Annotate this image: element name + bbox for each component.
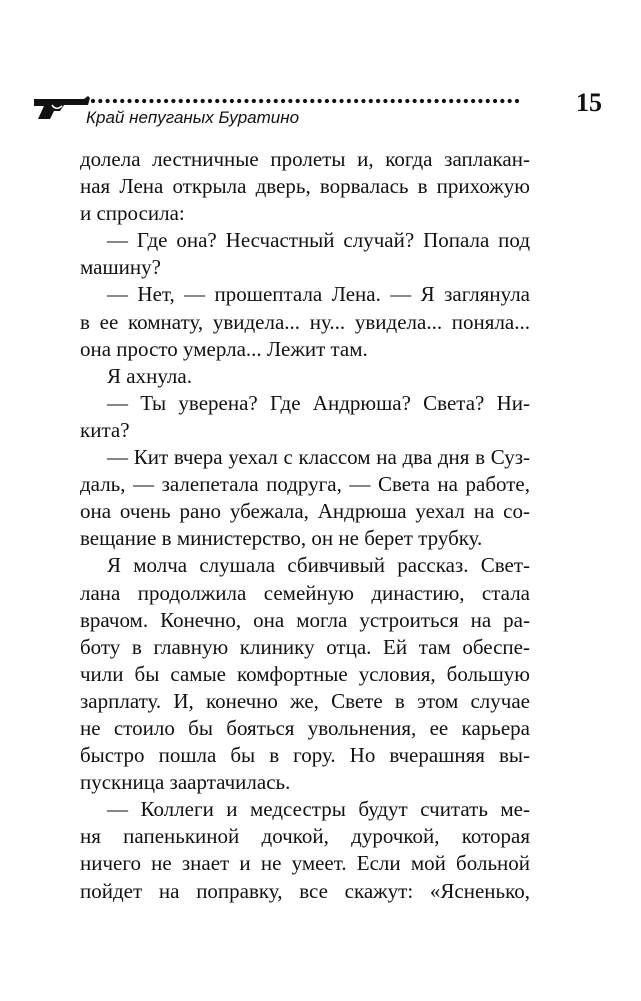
text-line: она просто умерла... Лежит там.	[80, 336, 368, 361]
text-line: боту в главную клинику отца. Ей там обеспе-	[80, 634, 530, 659]
text-line: Я ахнула.	[107, 363, 192, 388]
text-line: кита?	[80, 417, 130, 442]
text-line: она очень рано убежала, Андрюша уехал на со-	[80, 499, 530, 524]
page-number: 15	[576, 88, 602, 117]
text-line: не стоило бы бояться увольнения, ее карьера	[80, 715, 530, 740]
text-line: даль, — залепетала подруга, — Света на работе,	[80, 472, 530, 497]
text-line: — Где она? Несчастный случай? Попала под	[107, 228, 530, 253]
text-line: ня папенькиной дочкой, дурочкой, которая	[80, 824, 530, 849]
text-line: ная Лена открыла дверь, ворвалась в прихожую	[80, 174, 530, 199]
text-line: врачом. Конечно, она могла устроиться на ра-	[80, 607, 530, 632]
text-line: пускница заартачилась.	[80, 770, 291, 795]
text-line: Я молча слушала сбивчивый рассказ. Свет-	[107, 553, 530, 578]
text-line: — Коллеги и медсестры будут считать ме-	[107, 797, 530, 822]
text-line: зарплату. И, конечно же, Свете в этом случае	[80, 688, 530, 713]
text-line: ничего не знает и не умеет. Если мой больной	[80, 851, 530, 876]
dotted-rule	[90, 98, 522, 104]
text-line: вещание в министерство, он не берет трубку.	[80, 526, 483, 551]
text-line: — Нет, — прошептала Лена. — Я заглянула	[107, 282, 530, 307]
text-line: лана продолжила семейную династию, стала	[80, 580, 530, 605]
text-line: чили бы самые комфортные условия, большую	[80, 661, 530, 686]
text-line: — Кит вчера уехал с классом на два дня в Суз-	[107, 445, 530, 470]
text-line: и спросила:	[80, 201, 185, 226]
text-line: быстро пошла бы в гору. Но вчерашняя вы-	[80, 743, 530, 768]
text-line: пойдет на поправку, все скажут: «Ясненько,	[80, 878, 530, 903]
text-line: — Ты уверена? Где Андрюша? Света? Ни-	[107, 390, 530, 415]
page-body	[80, 146, 530, 905]
book-title: Край непуганых Буратино	[86, 108, 300, 127]
text-line: в ее комнату, увидела... ну... увидела... поняла...	[80, 309, 530, 334]
text-line: долела лестничные пролеты и, когда заплакан-	[80, 147, 530, 171]
running-header	[32, 88, 602, 128]
text-line: машину?	[80, 255, 161, 280]
pistol-icon	[32, 94, 90, 120]
